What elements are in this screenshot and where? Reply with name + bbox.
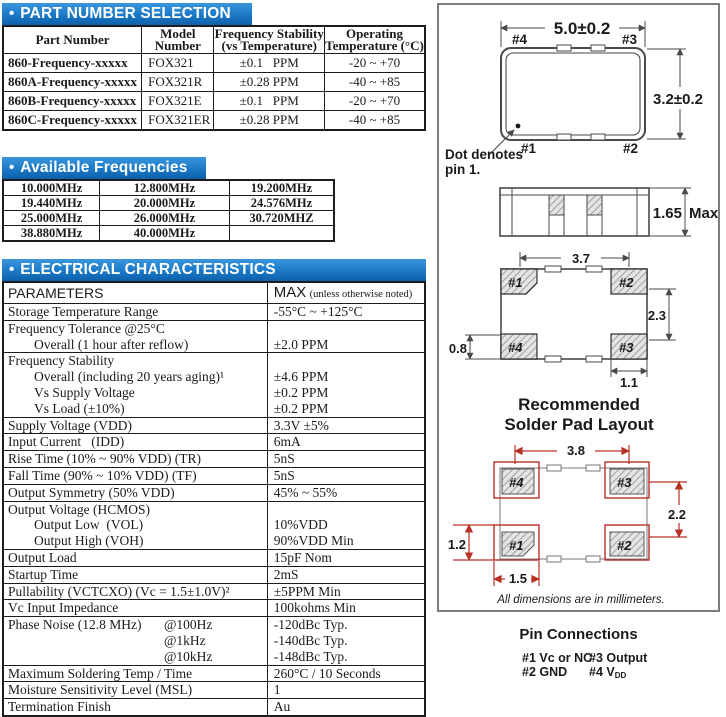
pad-layout-left-dim: 1.2 bbox=[447, 537, 466, 552]
ec-value-cell: 3.3V ±5% bbox=[267, 417, 425, 434]
top-view-pin3-label: #3 bbox=[622, 32, 638, 47]
ec-value-cell: 260°C / 10 Seconds bbox=[267, 665, 425, 682]
table-header-row bbox=[3, 282, 425, 304]
top-view-pin2-label: #2 bbox=[623, 141, 639, 156]
pad-layout-right-dim: 2.2 bbox=[667, 507, 687, 522]
table-row bbox=[3, 73, 425, 92]
table-row bbox=[3, 226, 334, 242]
part-cell: 860B-Frequency-xxxxx bbox=[3, 92, 142, 111]
ec-value-cell: ±5PPM Min bbox=[267, 583, 425, 600]
pin-connections bbox=[437, 622, 720, 681]
ec-param-cell: Moisture Sensitivity Level (MSL) bbox=[3, 682, 267, 699]
ec-value-cell: 1 bbox=[267, 682, 425, 699]
mechanical-drawing-panel bbox=[437, 3, 720, 612]
bottom-view-pad1-label: #1 bbox=[508, 275, 523, 290]
side-view-height-dim: 1.65 bbox=[652, 205, 682, 222]
pad-layout-drawing bbox=[453, 445, 687, 586]
freq-cell: 26.000MHz bbox=[100, 211, 230, 226]
bottom-view-bottom-dim: 1.1 bbox=[619, 375, 639, 390]
ec-param-cell: Startup Time bbox=[3, 566, 267, 583]
table-header-row bbox=[3, 26, 425, 54]
bullet-icon: • bbox=[9, 159, 15, 176]
table-row bbox=[3, 566, 425, 583]
section-title: PART NUMBER SELECTION bbox=[20, 5, 231, 22]
ec-value-cell: 15pF Nom bbox=[267, 549, 425, 566]
freq-cell: 19.440MHz bbox=[3, 196, 100, 211]
pin3-connection: #3 Output bbox=[589, 651, 648, 665]
header-model-number: Model Number bbox=[142, 26, 214, 54]
dot-note-line2: pin 1. bbox=[445, 162, 481, 177]
ec-param-cell: Output Load bbox=[3, 549, 267, 566]
table-row bbox=[3, 583, 425, 600]
section-title: Available Frequencies bbox=[20, 159, 188, 176]
table-row bbox=[3, 111, 425, 131]
table-row bbox=[3, 600, 425, 617]
ec-value-cell: 5nS bbox=[267, 451, 425, 468]
section-header-part-number bbox=[2, 3, 252, 25]
top-view-pin4-label: #4 bbox=[512, 32, 528, 47]
table-row bbox=[3, 617, 425, 665]
top-view-height-dim: 3.2±0.2 bbox=[653, 91, 703, 108]
table-row bbox=[3, 699, 425, 716]
header-parameters: PARAMETERS bbox=[3, 282, 267, 304]
temp-cell: -20 ~ +70 bbox=[325, 54, 426, 73]
table-row bbox=[3, 211, 334, 226]
table-row bbox=[3, 196, 334, 211]
freq-cell: 38.880MHz bbox=[3, 226, 100, 242]
ec-param-cell: Frequency Tolerance @25°C Overall (1 hour after reflow) bbox=[3, 320, 267, 353]
stability-cell: ±0.1 PPM bbox=[214, 92, 325, 111]
temp-cell: -40 ~ +85 bbox=[325, 111, 426, 131]
electrical-table bbox=[2, 281, 426, 717]
pad-layout-pad4-label: #4 bbox=[509, 475, 524, 490]
pin1-dot bbox=[516, 124, 521, 129]
pin4-connection: #4 VDD bbox=[589, 665, 627, 680]
section-header-electrical bbox=[2, 259, 426, 281]
ec-param-cell: Storage Temperature Range bbox=[3, 304, 267, 321]
model-cell: FOX321 bbox=[142, 54, 214, 73]
ec-value-cell: 10%VDD 90%VDD Min bbox=[267, 501, 425, 549]
model-cell: FOX321E bbox=[142, 92, 214, 111]
ec-param-cell: Fall Time (90% ~ 10% VDD) (TF) bbox=[3, 467, 267, 484]
table-row bbox=[3, 682, 425, 699]
table-row bbox=[3, 434, 425, 451]
table-row bbox=[3, 484, 425, 501]
table-row bbox=[3, 92, 425, 111]
bottom-view-pad3-label: #3 bbox=[619, 340, 634, 355]
temp-cell: -20 ~ +70 bbox=[325, 92, 426, 111]
ec-value-cell: -120dBc Typ. -140dBc Typ. -148dBc Typ. bbox=[267, 617, 425, 665]
stability-cell: ±0.28 PPM bbox=[214, 111, 325, 131]
ec-value-cell: 5nS bbox=[267, 467, 425, 484]
table-row bbox=[3, 417, 425, 434]
temp-cell: -40 ~ +85 bbox=[325, 73, 426, 92]
table-row bbox=[3, 180, 334, 196]
model-cell: FOX321R bbox=[142, 73, 214, 92]
freq-cell: 30.720MHZ bbox=[229, 211, 334, 226]
bottom-view-left-dim: 0.8 bbox=[448, 341, 467, 356]
header-frequency-stability: Frequency Stability (vs Temperature) bbox=[214, 26, 324, 53]
freq-cell: 25.000MHz bbox=[3, 211, 100, 226]
table-row bbox=[3, 451, 425, 468]
model-cell: FOX321ER bbox=[142, 111, 214, 131]
solder-caption-line1: Recommended bbox=[518, 395, 640, 414]
freq-cell: 12.800MHz bbox=[100, 180, 230, 196]
ec-value-cell: 2mS bbox=[267, 566, 425, 583]
ec-param-cell: Maximum Soldering Temp / Time bbox=[3, 665, 267, 682]
top-view-pin1-label: #1 bbox=[521, 141, 537, 156]
ec-param-cell: Input Current (IDD) bbox=[3, 434, 267, 451]
ec-param-cell: Rise Time (10% ~ 90% VDD) (TR) bbox=[3, 451, 267, 468]
stability-cell: ±0.1 PPM bbox=[214, 54, 325, 73]
part-cell: 860A-Frequency-xxxxx bbox=[3, 73, 142, 92]
table-row bbox=[3, 54, 425, 73]
ec-param-cell: Phase Noise (12.8 MHz) @100Hz @1kHz @10kHz bbox=[3, 617, 267, 665]
pad-layout-top-dim: 3.8 bbox=[566, 443, 586, 458]
header-part-number: Part Number bbox=[3, 26, 142, 54]
ec-value-cell: ±4.6 PPM ±0.2 PPM ±0.2 PPM bbox=[267, 353, 425, 417]
ec-param-cell: Pullability (VCTCXO) (Vc = 1.5±1.0V)² bbox=[3, 583, 267, 600]
pad-layout-pad3-label: #3 bbox=[617, 475, 632, 490]
top-view-width-dim: 5.0±0.2 bbox=[553, 19, 611, 38]
header-operating-temperature: Operating Temperature (°C) bbox=[325, 26, 424, 53]
table-row bbox=[3, 549, 425, 566]
stability-cell: ±0.28 PPM bbox=[214, 73, 325, 92]
table-row bbox=[3, 501, 425, 549]
ec-value-cell: Au bbox=[267, 699, 425, 716]
freq-cell: 20.000MHz bbox=[100, 196, 230, 211]
bottom-view-right-dim: 2.3 bbox=[647, 308, 666, 323]
ec-value-cell: -55°C ~ +125°C bbox=[267, 304, 425, 321]
part-cell: 860C-Frequency-xxxxx bbox=[3, 111, 142, 131]
dimensions-note: All dimensions are in millimeters. bbox=[497, 594, 665, 606]
ec-param-cell: Output Voltage (HCMOS) Output Low (VOL) Output High (VOH) bbox=[3, 501, 267, 549]
ec-value-cell: 45% ~ 55% bbox=[267, 484, 425, 501]
table-row bbox=[3, 665, 425, 682]
ec-param-cell: Vc Input Impedance bbox=[3, 600, 267, 617]
ec-value-cell: 6mA bbox=[267, 434, 425, 451]
freq-cell bbox=[229, 226, 334, 242]
freq-cell: 40.000MHz bbox=[100, 226, 230, 242]
bottom-view-pad4-label: #4 bbox=[508, 340, 523, 355]
ec-value-cell: ±2.0 PPM bbox=[267, 320, 425, 353]
table-row bbox=[3, 353, 425, 417]
pin-connections-title: Pin Connections bbox=[519, 626, 638, 643]
table-row bbox=[3, 320, 425, 353]
section-title: ELECTRICAL CHARACTERISTICS bbox=[20, 261, 276, 278]
table-row bbox=[3, 467, 425, 484]
freq-cell: 10.000MHz bbox=[3, 180, 100, 196]
section-header-frequencies bbox=[2, 157, 206, 179]
ec-value-cell: 100kohms Min bbox=[267, 600, 425, 617]
header-max: MAX (unless otherwise noted) bbox=[267, 282, 425, 304]
bottom-view-pad2-label: #2 bbox=[619, 275, 634, 290]
solder-caption-line2: Solder Pad Layout bbox=[504, 415, 654, 434]
pad-layout-pad1-label: #1 bbox=[509, 538, 524, 553]
part-number-table bbox=[2, 25, 426, 131]
ec-param-cell: Frequency Stability Overall (including 20 years aging)¹ Vs Supply Voltage Vs Load (±10%) bbox=[3, 353, 267, 417]
ec-param-cell: Termination Finish bbox=[3, 699, 267, 716]
ec-param-cell: Supply Voltage (VDD) bbox=[3, 417, 267, 434]
frequencies-table bbox=[2, 179, 335, 242]
bullet-icon: • bbox=[9, 5, 15, 22]
side-view-height-max: Max bbox=[689, 205, 718, 222]
ec-param-cell: Output Symmetry (50% VDD) bbox=[3, 484, 267, 501]
pad-layout-bottom-dim: 1.5 bbox=[508, 571, 528, 586]
pin1-connection: #1 Vc or NC bbox=[522, 651, 593, 665]
pad-layout-pad2-label: #2 bbox=[617, 538, 632, 553]
freq-cell: 24.576MHz bbox=[229, 196, 334, 211]
table-row bbox=[3, 304, 425, 321]
bottom-view-top-dim: 3.7 bbox=[571, 251, 591, 266]
bottom-view-drawing bbox=[465, 252, 676, 377]
dot-note-line1: Dot denotes bbox=[445, 147, 524, 162]
bullet-icon: • bbox=[9, 261, 15, 278]
pin2-connection: #2 GND bbox=[522, 665, 568, 679]
part-cell: 860-Frequency-xxxxx bbox=[3, 54, 142, 73]
freq-cell: 19.200MHz bbox=[229, 180, 334, 196]
